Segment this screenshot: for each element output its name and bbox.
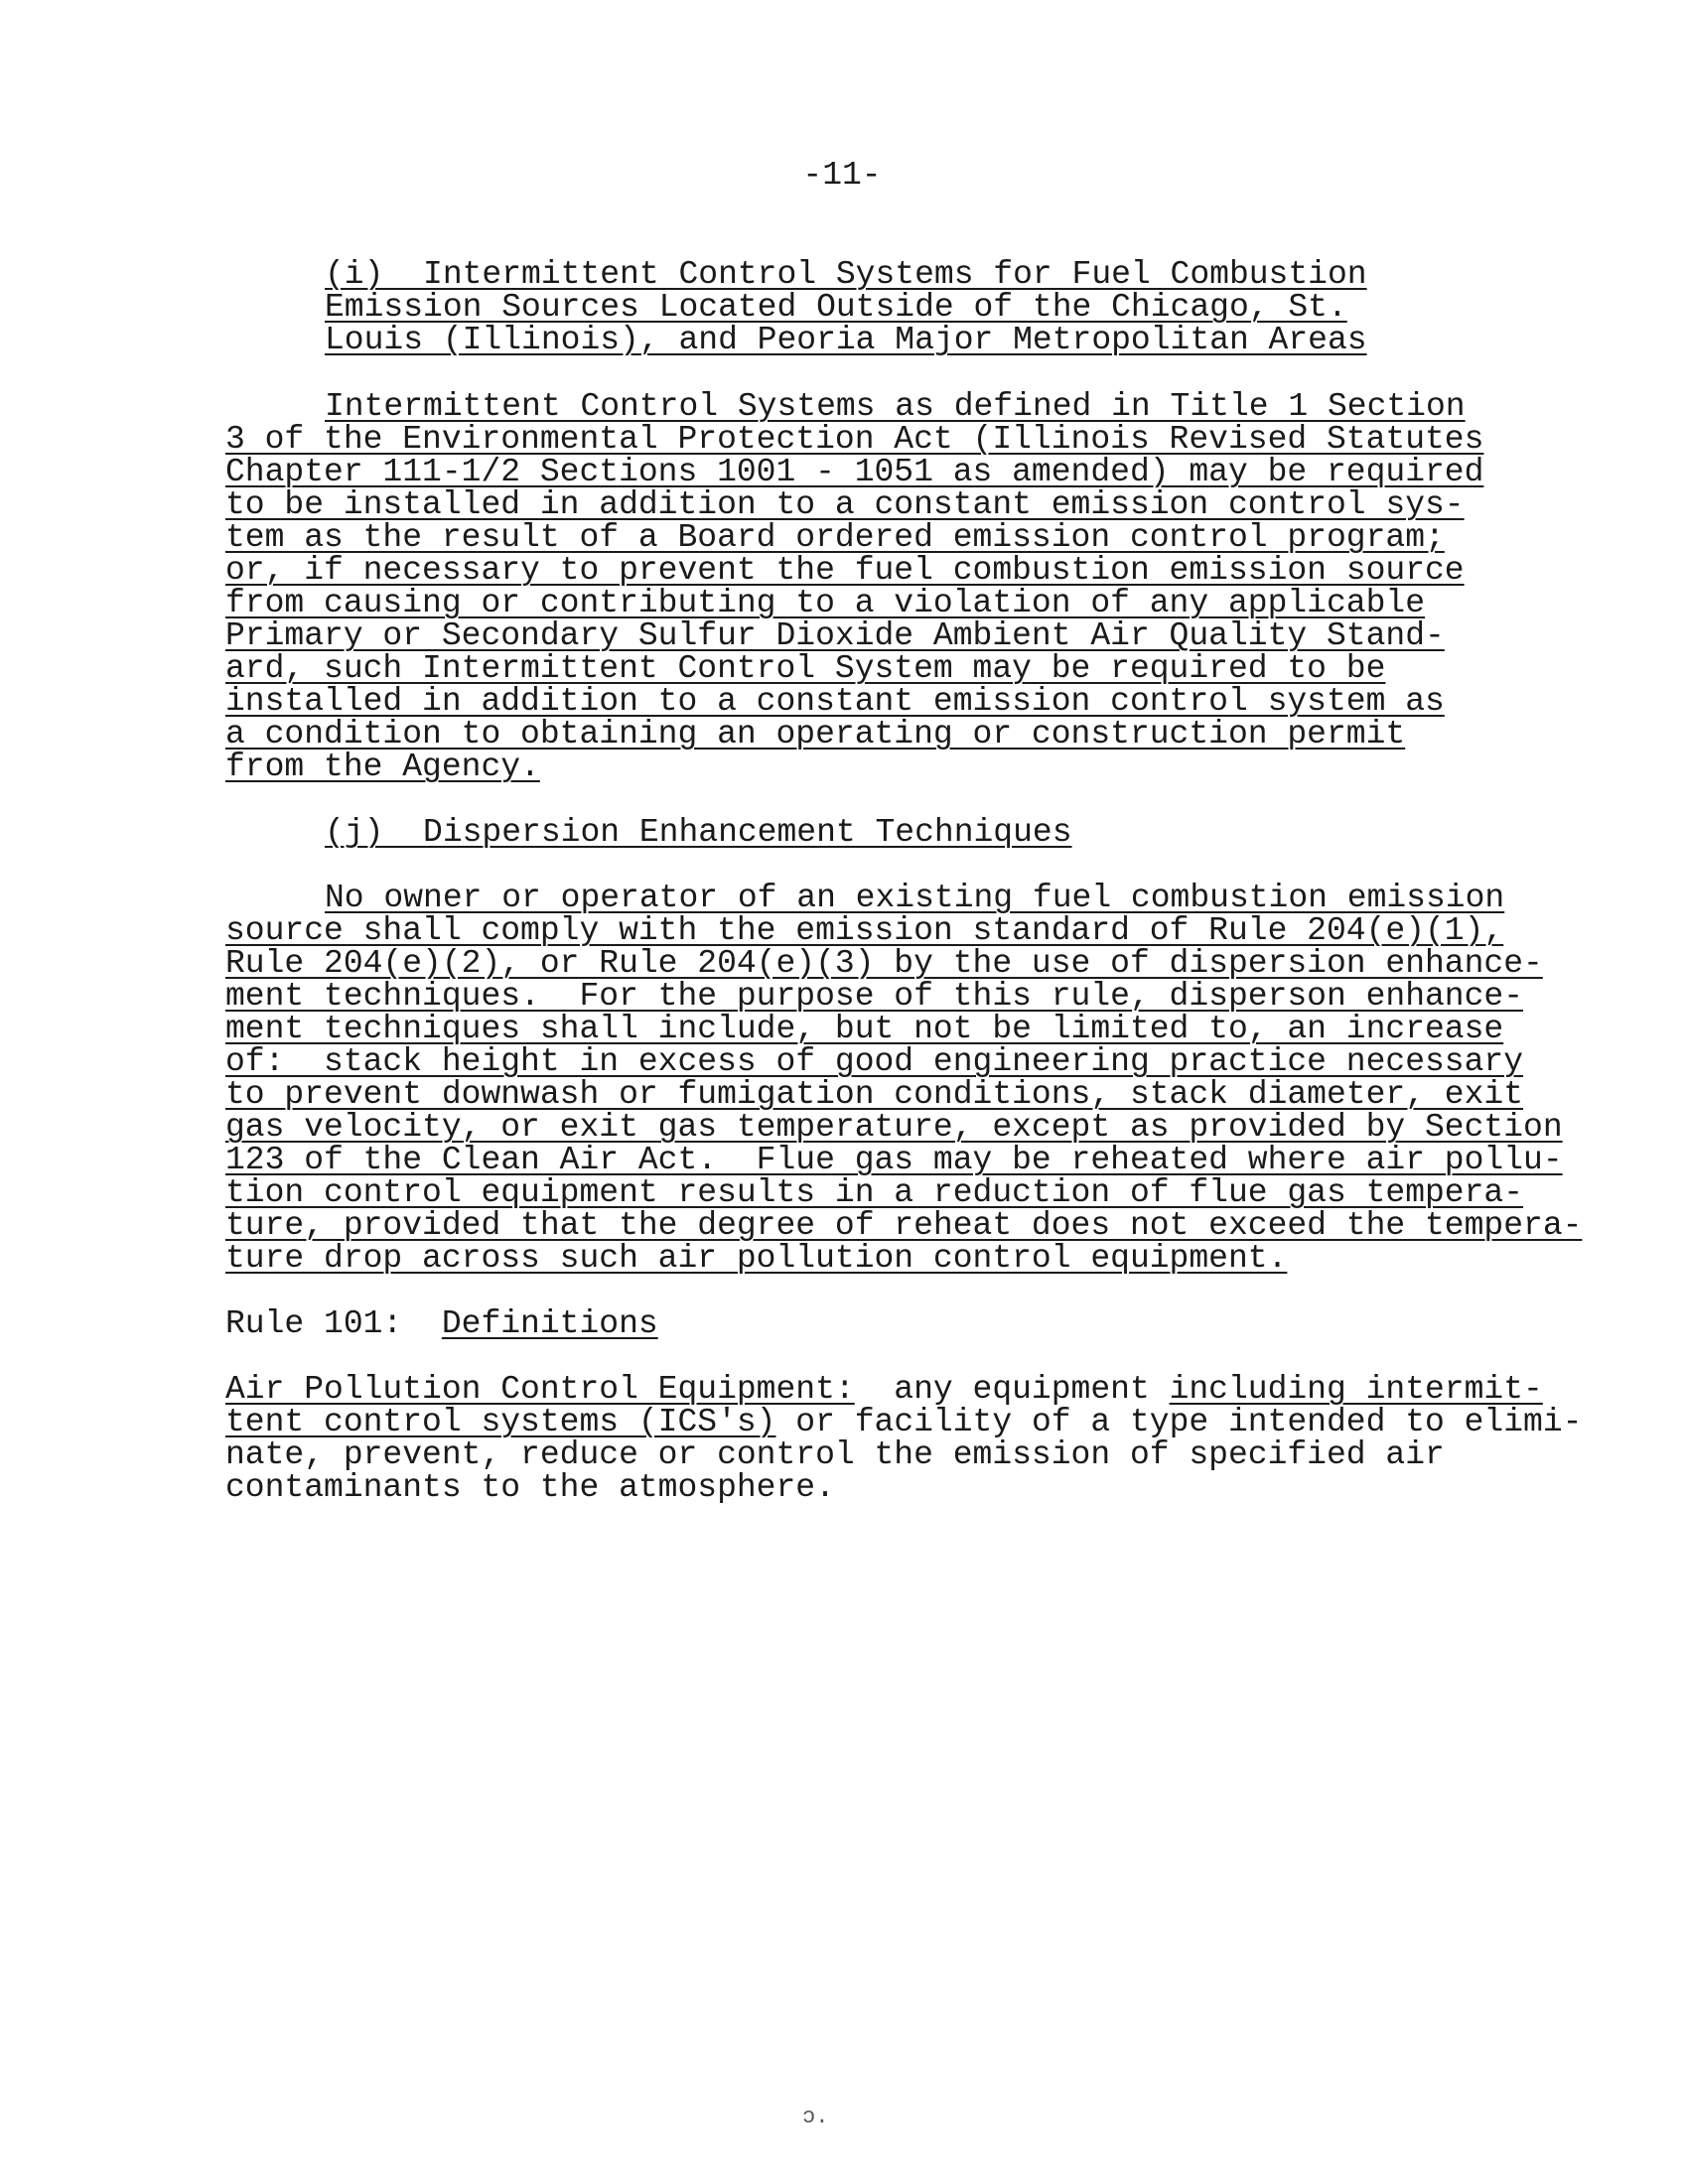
definition-line: nate, prevent, reduce or control the emission of specified air (225, 1436, 1445, 1473)
body-line: from causing or contributing to a violation of any applicable (225, 585, 1425, 621)
body-line: a condition to obtaining an operating or construction permit (225, 716, 1406, 752)
rule-101-heading (225, 1307, 658, 1340)
definition-line (225, 1373, 1543, 1406)
body-line: gas velocity, or exit gas temperature, except as provided by Section (225, 1109, 1563, 1146)
rule-101-label: Rule 101: (225, 1305, 442, 1342)
body-line: ture, provided that the degree of reheat does not exceed the tempera- (225, 1207, 1583, 1244)
heading-line: (i) Intermittent Control Systems for Fuel Combustion (325, 256, 1367, 293)
body-line: tem as the result of a Board ordered emission control program; (225, 519, 1445, 556)
definition-text: or facility of a type intended to elimi- (775, 1404, 1583, 1440)
page-number: -11- (802, 157, 882, 194)
definition-term: Air Pollution Control Equipment: (225, 1371, 855, 1408)
section-j-heading: (j) Dispersion Enhancement Techniques (325, 814, 1072, 851)
body-line: No owner or operator of an existing fuel combustion emission (325, 880, 1505, 916)
body-line: ment techniques. For the purpose of this rule, disperson enhance- (225, 978, 1524, 1015)
footer-mark: ɔ. (802, 2105, 829, 2129)
heading-line: Emission Sources Located Outside of the Chicago, St. (325, 289, 1347, 326)
body-line: to prevent downwash or fumigation conditions, stack diameter, exit (225, 1076, 1524, 1113)
body-line: tion control equipment results in a reduction of flue gas tempera- (225, 1174, 1524, 1211)
definition-line: contaminants to the atmosphere. (225, 1469, 835, 1506)
body-line: or, if necessary to prevent the fuel combustion emission source (225, 552, 1465, 589)
definition-text: any equipment (854, 1371, 1170, 1408)
heading-line: Louis (Illinois), and Peoria Major Metropolitan Areas (325, 322, 1367, 358)
body-line: Intermittent Control Systems as defined in Title 1 Section (325, 388, 1466, 425)
definition-text-underlined: tent control systems (ICS's) (225, 1404, 776, 1440)
body-line: ture drop across such air pollution control equipment. (225, 1240, 1288, 1277)
body-line: ard, such Intermittent Control System may be required to be (225, 650, 1386, 687)
definition-line (225, 1406, 1582, 1438)
body-line: 3 of the Environmental Protection Act (Illinois Revised Statutes (225, 421, 1484, 458)
definition-text-underlined: including intermit- (1169, 1371, 1543, 1408)
body-line: 123 of the Clean Air Act. Flue gas may be reheated where air pollu- (225, 1142, 1563, 1178)
body-line: installed in addition to a constant emission control system as (225, 683, 1445, 720)
body-line: from the Agency. (225, 749, 540, 785)
body-line: ment techniques shall include, but not be limited to, an increase (225, 1011, 1504, 1047)
rule-101-title: Definitions (441, 1305, 658, 1342)
body-line: Chapter 111-1/2 Sections 1001 - 1051 as amended) may be required (225, 454, 1484, 490)
body-line: Primary or Secondary Sulfur Dioxide Ambient Air Quality Stand- (225, 617, 1445, 654)
body-line: of: stack height in excess of good engineering practice necessary (225, 1043, 1524, 1080)
body-line: source shall comply with the emission standard of Rule 204(e)(1), (225, 912, 1504, 949)
body-line: to be installed in addition to a constant emission control sys- (225, 486, 1465, 523)
body-line: Rule 204(e)(2), or Rule 204(e)(3) by the use of dispersion enhance- (225, 945, 1543, 982)
